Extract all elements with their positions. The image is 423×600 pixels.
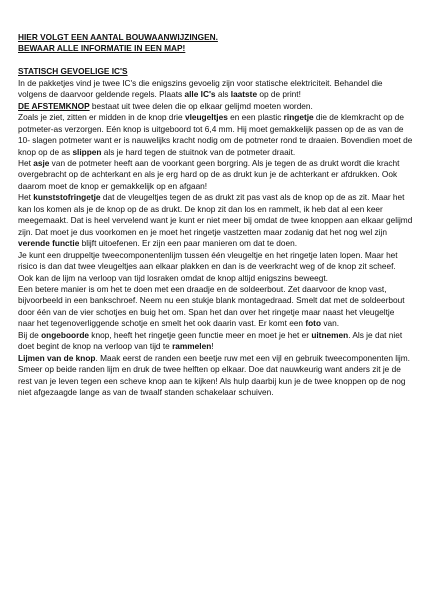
paragraph-ongeboorde (18, 330, 413, 353)
bold-text: ongeboorde (41, 329, 89, 340)
text: Het (18, 192, 34, 203)
text: Een betere manier is om het te doen met een draadje en de soldeerbout. Zet daarvoor de knop vast, bijvoorbeeld in een bankschroef. Neem nu een stukje blank montagedraad. Smelt dat met de soldeerbout door één van de vier schotjes en buig het om. Span het dan over het ringetje maar naast het vleugeltje naar het tegenoverliggende schotje en smelt het ook daarin vast. Er komt een (18, 283, 405, 329)
paragraph-vleugeltjes (18, 112, 413, 158)
text: als (215, 89, 231, 100)
section-title: STATISCH GEVOELIGE IC'S (18, 66, 128, 77)
text: Zoals je ziet, zitten er midden in de knop drie (18, 112, 185, 123)
text: dat de vleugeltjes tegen de as drukt zit pas vast als de knop op de as zit. Maar het kan los komen als je de knop op de as drukt. De knop zit dan los en rammelt, ik heb dat al een keer meegemaakt. Dat is heel vervelend want je kunt er niet meer bij omdat de twee knoppen aan elkaar gelijmd zijn. Dat moet je dus voorkomen en je moet het ringetje vastzetten maar zodanig dat het nog wel zijn (18, 192, 413, 237)
text: ! (211, 341, 214, 352)
text: bestaat uit twee delen die op elkaar gelijmd moeten worden. (89, 100, 313, 111)
bold-text: asje (33, 157, 50, 168)
text: die de klemkracht op de potmeter-as verzorgen. Eén knop is uitgeboord tot 6,4 mm. Hij moet gemakkelijk passen op de as van de 10- slagen potmeter want er is nauwelijks kracht nodig om de potmeter rond te draaien. Bovendien moet de knop op de as (18, 112, 413, 157)
bold-text: slippen (72, 146, 102, 157)
paragraph-lijm: Je kunt een druppeltje tweecomponentenlijm tussen één vleugeltje en het ringetje laten lopen. Maar het risico is dan dat twee vleugeltjes aan elkaar plakken en dan is de veerkracht weg of de knop zit scheef. Ook kan de lijm na verloop van tijd losraken omdat de knop altijd enigszins beweegt. (18, 249, 398, 283)
paragraph-lijmen (18, 353, 413, 399)
document-page (18, 32, 413, 398)
text: knop, heeft het ringetje geen functie meer en moet je het er (89, 329, 312, 340)
bold-text: verende functie (18, 238, 80, 249)
bold-text: foto (305, 318, 322, 329)
bold-text: kunststofringetje (33, 192, 101, 203)
bold-text: uitnemen (311, 329, 349, 340)
text: . Maak eerst de randen een beetje ruw met een vijl en gebruik tweecomponenten lijm. Smeer op beide randen lijm en druk de twee helften op elkaar. Doe dat nauwkeurig want anders zit je de rest van je leven tegen een scheve knop aan te kijken! Als hulp daarbij kun je de twee knoppen op de nog niet afgezaagde lange as van de twaalf standen schakelaar schuiven. (18, 352, 410, 398)
bold-text: laatste (230, 89, 258, 100)
text: blijft uitoefenen. Er zijn een paar manieren om dat te doen. (79, 238, 298, 249)
header-line-2: BEWAAR ALLE INFORMATIE IN EEN MAP! (18, 43, 186, 54)
paragraph-soldeerbout (18, 284, 413, 330)
bold-text: Lijmen van de knop (18, 352, 96, 363)
bold-text: alle IC's (184, 89, 216, 100)
header-line-1: HIER VOLGT EEN AANTAL BOUWAANWIJZINGEN. (18, 32, 218, 42)
spacer (18, 55, 413, 66)
text: . Als je dat niet doet begint de knop na verloop van tijd te (18, 329, 403, 352)
text: Het (18, 157, 34, 168)
text: en een plastic (227, 112, 284, 123)
paragraph-static-ics (18, 78, 413, 101)
paragraph-kunststofringetje (18, 192, 413, 249)
bold-text: ringetje (283, 112, 314, 123)
paragraph-afstemknop (18, 101, 413, 112)
text: In de pakketjes vind je twee IC's die enigszins gevoelig zijn voor statische elektriciteit. Behandel die volgens de daarvoor geldende regels. Plaats (18, 77, 383, 100)
paragraph-asje (18, 158, 413, 192)
bold-text: rammelen (172, 341, 212, 352)
bold-text: vleugeltjes (184, 112, 228, 123)
text: van de potmeter heeft aan de voorkant geen borgring. Als je tegen de as drukt wordt die kracht overgebracht op de achterkant en als je erg hard op de as drukt kun je de achterkant er afdrukken. Ook daarom moet de knop er gemakkelijk op en afgaan! (18, 157, 400, 191)
subheading-afstemknop: DE AFSTEMKNOP (18, 100, 90, 111)
text: als je hard tegen de stuitnok van de potmeter draait. (101, 146, 296, 157)
text: op de print! (257, 89, 301, 100)
text: van. (321, 318, 340, 329)
text: Bij de (18, 329, 42, 340)
